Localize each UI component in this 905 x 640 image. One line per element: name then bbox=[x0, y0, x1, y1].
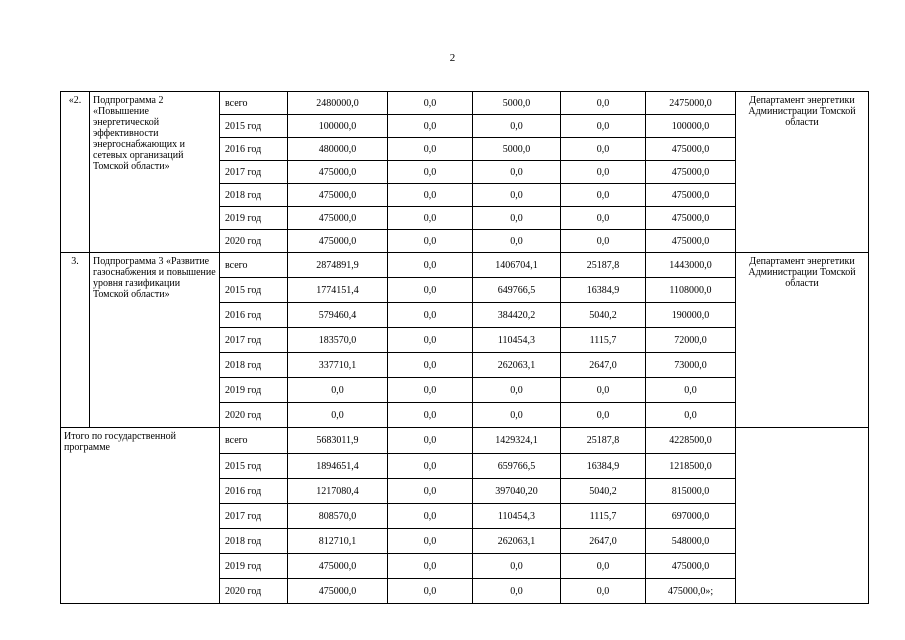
local-budget-cell: 0,0 bbox=[561, 403, 646, 428]
local-budget-cell: 0,0 bbox=[561, 161, 646, 184]
federal-budget-cell: 0,0 bbox=[388, 479, 473, 504]
total-amount-cell: 579460,4 bbox=[288, 303, 388, 328]
regional-budget-cell: 397040,20 bbox=[473, 479, 561, 504]
period-cell: 2020 год bbox=[220, 579, 288, 604]
federal-budget-cell: 0,0 bbox=[388, 278, 473, 303]
period-cell: 2017 год bbox=[220, 504, 288, 529]
local-budget-cell: 1115,7 bbox=[561, 328, 646, 353]
local-budget-cell: 2647,0 bbox=[561, 353, 646, 378]
federal-budget-cell: 0,0 bbox=[388, 303, 473, 328]
period-cell: 2015 год bbox=[220, 278, 288, 303]
extrabudgetary-cell: 548000,0 bbox=[646, 529, 736, 554]
extrabudgetary-cell: 72000,0 bbox=[646, 328, 736, 353]
subprogram-name-cell: Подпрограмма 2 «Повышение энергетической эффективности энергоснабжающих и сетевых организаций Томской области» bbox=[90, 92, 220, 253]
total-amount-cell: 5683011,9 bbox=[288, 428, 388, 454]
period-cell: всего bbox=[220, 428, 288, 454]
total-amount-cell: 100000,0 bbox=[288, 115, 388, 138]
total-amount-cell: 475000,0 bbox=[288, 184, 388, 207]
regional-budget-cell: 0,0 bbox=[473, 207, 561, 230]
regional-budget-cell: 5000,0 bbox=[473, 92, 561, 115]
total-amount-cell: 0,0 bbox=[288, 378, 388, 403]
federal-budget-cell: 0,0 bbox=[388, 230, 473, 253]
table-row bbox=[61, 428, 869, 454]
federal-budget-cell: 0,0 bbox=[388, 403, 473, 428]
subprogram-name-cell: Подпрограмма 3 «Развитие газоснабжения и повышение уровня газификации Томской области» bbox=[90, 253, 220, 428]
extrabudgetary-cell: 190000,0 bbox=[646, 303, 736, 328]
local-budget-cell: 16384,9 bbox=[561, 454, 646, 479]
extrabudgetary-cell: 475000,0 bbox=[646, 138, 736, 161]
period-cell: 2020 год bbox=[220, 403, 288, 428]
row-index-cell: 3. bbox=[61, 253, 90, 428]
regional-budget-cell: 384420,2 bbox=[473, 303, 561, 328]
total-amount-cell: 475000,0 bbox=[288, 207, 388, 230]
local-budget-cell: 0,0 bbox=[561, 207, 646, 230]
local-budget-cell: 16384,9 bbox=[561, 278, 646, 303]
regional-budget-cell: 0,0 bbox=[473, 403, 561, 428]
extrabudgetary-cell: 475000,0 bbox=[646, 207, 736, 230]
extrabudgetary-cell: 0,0 bbox=[646, 378, 736, 403]
local-budget-cell: 5040,2 bbox=[561, 303, 646, 328]
local-budget-cell: 0,0 bbox=[561, 230, 646, 253]
federal-budget-cell: 0,0 bbox=[388, 207, 473, 230]
period-cell: всего bbox=[220, 253, 288, 278]
total-amount-cell: 808570,0 bbox=[288, 504, 388, 529]
extrabudgetary-cell: 475000,0 bbox=[646, 161, 736, 184]
local-budget-cell: 25187,8 bbox=[561, 428, 646, 454]
federal-budget-cell: 0,0 bbox=[388, 428, 473, 454]
period-cell: 2019 год bbox=[220, 378, 288, 403]
extrabudgetary-cell: 0,0 bbox=[646, 403, 736, 428]
local-budget-cell: 5040,2 bbox=[561, 479, 646, 504]
period-cell: 2019 год bbox=[220, 207, 288, 230]
local-budget-cell: 0,0 bbox=[561, 378, 646, 403]
extrabudgetary-cell: 475000,0 bbox=[646, 184, 736, 207]
federal-budget-cell: 0,0 bbox=[388, 92, 473, 115]
extrabudgetary-cell: 1218500,0 bbox=[646, 454, 736, 479]
period-cell: 2016 год bbox=[220, 479, 288, 504]
table-row bbox=[61, 253, 869, 278]
regional-budget-cell: 1406704,1 bbox=[473, 253, 561, 278]
budget-table-body bbox=[61, 92, 869, 604]
regional-budget-cell: 262063,1 bbox=[473, 353, 561, 378]
regional-budget-cell: 262063,1 bbox=[473, 529, 561, 554]
table-row bbox=[61, 92, 869, 115]
regional-budget-cell: 1429324,1 bbox=[473, 428, 561, 454]
extrabudgetary-cell: 815000,0 bbox=[646, 479, 736, 504]
total-amount-cell: 480000,0 bbox=[288, 138, 388, 161]
period-cell: 2016 год bbox=[220, 303, 288, 328]
federal-budget-cell: 0,0 bbox=[388, 353, 473, 378]
total-amount-cell: 475000,0 bbox=[288, 554, 388, 579]
local-budget-cell: 0,0 bbox=[561, 184, 646, 207]
period-cell: 2017 год bbox=[220, 161, 288, 184]
federal-budget-cell: 0,0 bbox=[388, 328, 473, 353]
period-cell: 2018 год bbox=[220, 353, 288, 378]
extrabudgetary-cell: 475000,0»; bbox=[646, 579, 736, 604]
local-budget-cell: 0,0 bbox=[561, 579, 646, 604]
extrabudgetary-cell: 2475000,0 bbox=[646, 92, 736, 115]
period-cell: всего bbox=[220, 92, 288, 115]
executor-cell: Департамент энергетики Администрации Томской области bbox=[736, 92, 869, 253]
total-amount-cell: 1217080,4 bbox=[288, 479, 388, 504]
regional-budget-cell: 0,0 bbox=[473, 230, 561, 253]
local-budget-cell: 1115,7 bbox=[561, 504, 646, 529]
federal-budget-cell: 0,0 bbox=[388, 115, 473, 138]
regional-budget-cell: 0,0 bbox=[473, 115, 561, 138]
local-budget-cell: 0,0 bbox=[561, 138, 646, 161]
total-amount-cell: 183570,0 bbox=[288, 328, 388, 353]
federal-budget-cell: 0,0 bbox=[388, 504, 473, 529]
total-amount-cell: 2874891,9 bbox=[288, 253, 388, 278]
extrabudgetary-cell: 4228500,0 bbox=[646, 428, 736, 454]
local-budget-cell: 0,0 bbox=[561, 115, 646, 138]
federal-budget-cell: 0,0 bbox=[388, 253, 473, 278]
extrabudgetary-cell: 1443000,0 bbox=[646, 253, 736, 278]
executor-cell: Департамент энергетики Администрации Томской области bbox=[736, 253, 869, 428]
total-amount-cell: 812710,1 bbox=[288, 529, 388, 554]
extrabudgetary-cell: 697000,0 bbox=[646, 504, 736, 529]
regional-budget-cell: 649766,5 bbox=[473, 278, 561, 303]
regional-budget-cell: 0,0 bbox=[473, 378, 561, 403]
period-cell: 2018 год bbox=[220, 529, 288, 554]
total-amount-cell: 475000,0 bbox=[288, 161, 388, 184]
federal-budget-cell: 0,0 bbox=[388, 454, 473, 479]
regional-budget-cell: 0,0 bbox=[473, 554, 561, 579]
period-cell: 2018 год bbox=[220, 184, 288, 207]
regional-budget-cell: 0,0 bbox=[473, 579, 561, 604]
row-index-cell: «2. bbox=[61, 92, 90, 253]
total-amount-cell: 337710,1 bbox=[288, 353, 388, 378]
federal-budget-cell: 0,0 bbox=[388, 378, 473, 403]
budget-table bbox=[60, 91, 869, 604]
extrabudgetary-cell: 475000,0 bbox=[646, 554, 736, 579]
total-label-cell: Итого по государственной программе bbox=[61, 428, 220, 604]
period-cell: 2017 год bbox=[220, 328, 288, 353]
extrabudgetary-cell: 73000,0 bbox=[646, 353, 736, 378]
local-budget-cell: 2647,0 bbox=[561, 529, 646, 554]
regional-budget-cell: 659766,5 bbox=[473, 454, 561, 479]
period-cell: 2015 год bbox=[220, 454, 288, 479]
local-budget-cell: 0,0 bbox=[561, 92, 646, 115]
total-amount-cell: 475000,0 bbox=[288, 230, 388, 253]
page-number: 2 bbox=[449, 52, 456, 64]
federal-budget-cell: 0,0 bbox=[388, 161, 473, 184]
federal-budget-cell: 0,0 bbox=[388, 579, 473, 604]
extrabudgetary-cell: 1108000,0 bbox=[646, 278, 736, 303]
period-cell: 2015 год bbox=[220, 115, 288, 138]
executor-cell bbox=[736, 428, 869, 604]
total-amount-cell: 2480000,0 bbox=[288, 92, 388, 115]
extrabudgetary-cell: 100000,0 bbox=[646, 115, 736, 138]
total-amount-cell: 0,0 bbox=[288, 403, 388, 428]
total-amount-cell: 475000,0 bbox=[288, 579, 388, 604]
federal-budget-cell: 0,0 bbox=[388, 554, 473, 579]
regional-budget-cell: 0,0 bbox=[473, 161, 561, 184]
federal-budget-cell: 0,0 bbox=[388, 184, 473, 207]
regional-budget-cell: 110454,3 bbox=[473, 504, 561, 529]
federal-budget-cell: 0,0 bbox=[388, 529, 473, 554]
local-budget-cell: 0,0 bbox=[561, 554, 646, 579]
period-cell: 2016 год bbox=[220, 138, 288, 161]
local-budget-cell: 25187,8 bbox=[561, 253, 646, 278]
federal-budget-cell: 0,0 bbox=[388, 138, 473, 161]
regional-budget-cell: 5000,0 bbox=[473, 138, 561, 161]
regional-budget-cell: 0,0 bbox=[473, 184, 561, 207]
total-amount-cell: 1774151,4 bbox=[288, 278, 388, 303]
total-amount-cell: 1894651,4 bbox=[288, 454, 388, 479]
period-cell: 2019 год bbox=[220, 554, 288, 579]
regional-budget-cell: 110454,3 bbox=[473, 328, 561, 353]
period-cell: 2020 год bbox=[220, 230, 288, 253]
extrabudgetary-cell: 475000,0 bbox=[646, 230, 736, 253]
